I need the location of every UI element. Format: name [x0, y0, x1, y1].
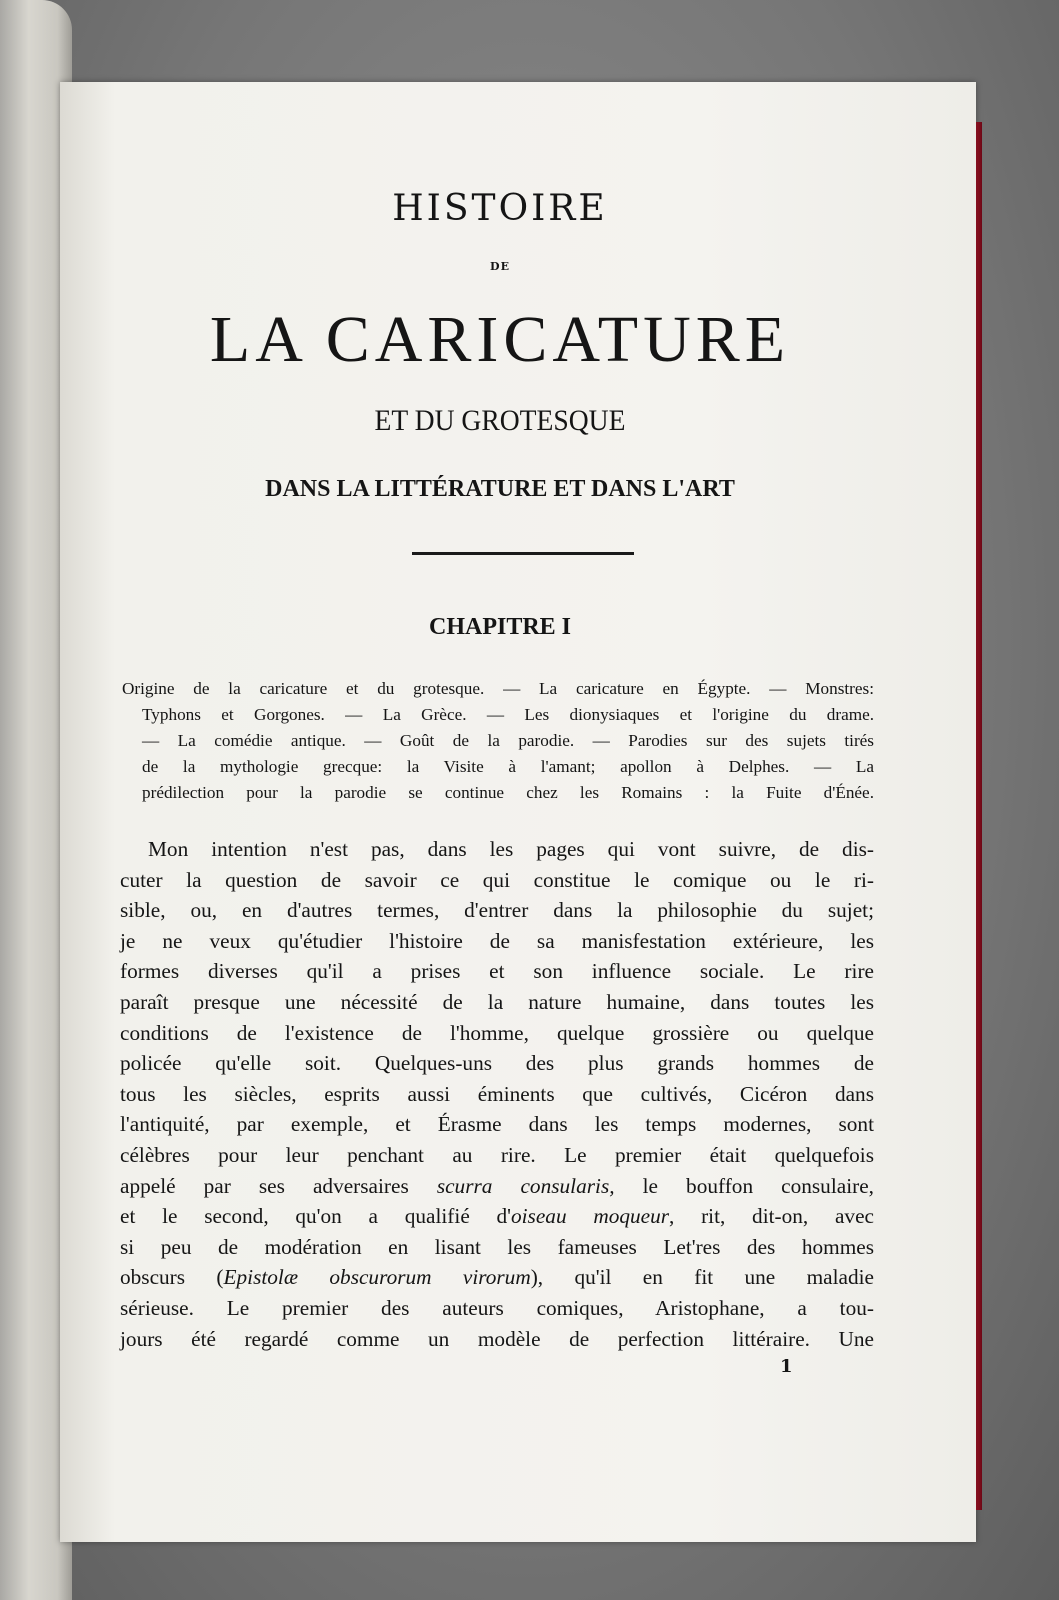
- body-line-text: , rit, dit-on, avec: [669, 1204, 874, 1229]
- body-line: [120, 1232, 874, 1263]
- summary-line: Typhons et Gorgones. — La Grèce. — Les dionysiaques et l'origine du drame.: [142, 705, 874, 724]
- body-line-text: l'antiquité, par exemple, et Érasme dans les temps modernes, sont: [120, 1112, 874, 1137]
- title-histoire: HISTOIRE: [392, 188, 608, 229]
- body-line-text: ), qu'il en fit une maladie: [530, 1265, 874, 1290]
- body-line-text: je ne veux qu'étudier l'histoire de sa manisfestation extérieure, les: [120, 928, 874, 953]
- title-grotesque: ET DU GROTESQUE: [374, 404, 626, 437]
- body-line: [120, 895, 874, 926]
- chapter-heading: CHAPITRE I: [428, 614, 572, 640]
- body-line-text: le bouffon consulaire,: [614, 1173, 874, 1198]
- body-line-text: appelé par ses adversaires: [120, 1173, 437, 1198]
- body-line-text: jours été regardé comme un modèle de perfection littéraire. Une: [120, 1326, 874, 1351]
- body-line: [120, 1171, 874, 1202]
- body-line: [120, 834, 874, 865]
- divider-rule: [412, 552, 634, 555]
- body-line: [120, 1140, 874, 1171]
- body-line-text: sérieuse. Le premier des auteurs comiques, Aristophane, a tou-: [120, 1295, 874, 1320]
- body-line-text: cuter la question de savoir ce qui constitue le comique ou le ri-: [120, 867, 874, 892]
- body-line: [120, 1324, 874, 1355]
- body-line-text: tous les siècles, esprits aussi éminents que cultivés, Cicéron dans: [120, 1081, 874, 1106]
- summary-line: Origine de la caricature et du grotesque. — La caricature en Égypte. — Monstres:: [122, 679, 874, 698]
- body-line-italic: oiseau moqueur: [510, 1204, 670, 1229]
- summary-line: de la mythologie grecque: la Visite à l'amant; apollon à Delphes. — La: [142, 757, 874, 776]
- chapter-summary: [122, 676, 874, 806]
- body-line-text: si peu de modération en lisant les fameuses Let'res des hommes: [120, 1234, 874, 1259]
- body-line: [120, 1293, 874, 1324]
- body-line: [120, 956, 874, 987]
- subtitle: DANS LA LITTÉRATURE ET DANS L'ART: [265, 476, 735, 502]
- body-line-italic: Epistolæ obscurorum virorum: [223, 1265, 531, 1290]
- body-line-text: paraît presque une nécessité de la nature humaine, dans toutes les: [120, 989, 874, 1014]
- body-line-text: obscurs (: [120, 1265, 224, 1290]
- body-line-text: conditions de l'existence de l'homme, quelque grossière ou quelque: [120, 1020, 874, 1045]
- body-line: [120, 865, 874, 896]
- summary-line: prédilection pour la parodie se continue chez les Romains : la Fuite d'Énée.: [142, 783, 874, 802]
- body-line: [120, 1018, 874, 1049]
- body-line: [120, 1109, 874, 1140]
- page-number: 1: [780, 1356, 793, 1377]
- body-line: [120, 1262, 874, 1293]
- body-line: [120, 987, 874, 1018]
- body-line: [120, 1201, 874, 1232]
- body-line-text: formes diverses qu'il a prises et son influence sociale. Le rire: [120, 959, 874, 984]
- body-line: [120, 1079, 874, 1110]
- body-line-text: Mon intention n'est pas, dans les pages qui vont suivre, de dis-: [148, 837, 874, 861]
- body-line: [120, 1048, 874, 1079]
- summary-line: — La comédie antique. — Goût de la parodie. — Parodies sur des sujets tirés: [142, 731, 874, 750]
- body-line: [120, 926, 874, 957]
- title-caricature: LA CARICATURE: [209, 303, 791, 376]
- body-line-text: sible, ou, en d'autres termes, d'entrer dans la philosophie du sujet;: [120, 898, 874, 923]
- title-de: DE: [490, 260, 510, 273]
- body-line-text: policée qu'elle soit. Quelques-uns des plus grands hommes de: [120, 1051, 874, 1076]
- book-page: [60, 82, 976, 1542]
- body-text: [120, 834, 874, 1354]
- body-line-italic: scurra consularis,: [436, 1173, 615, 1198]
- body-line-text: célèbres pour leur penchant au rire. Le premier était quelquefois: [120, 1142, 874, 1167]
- body-line-text: et le second, qu'on a qualifié d': [120, 1204, 511, 1229]
